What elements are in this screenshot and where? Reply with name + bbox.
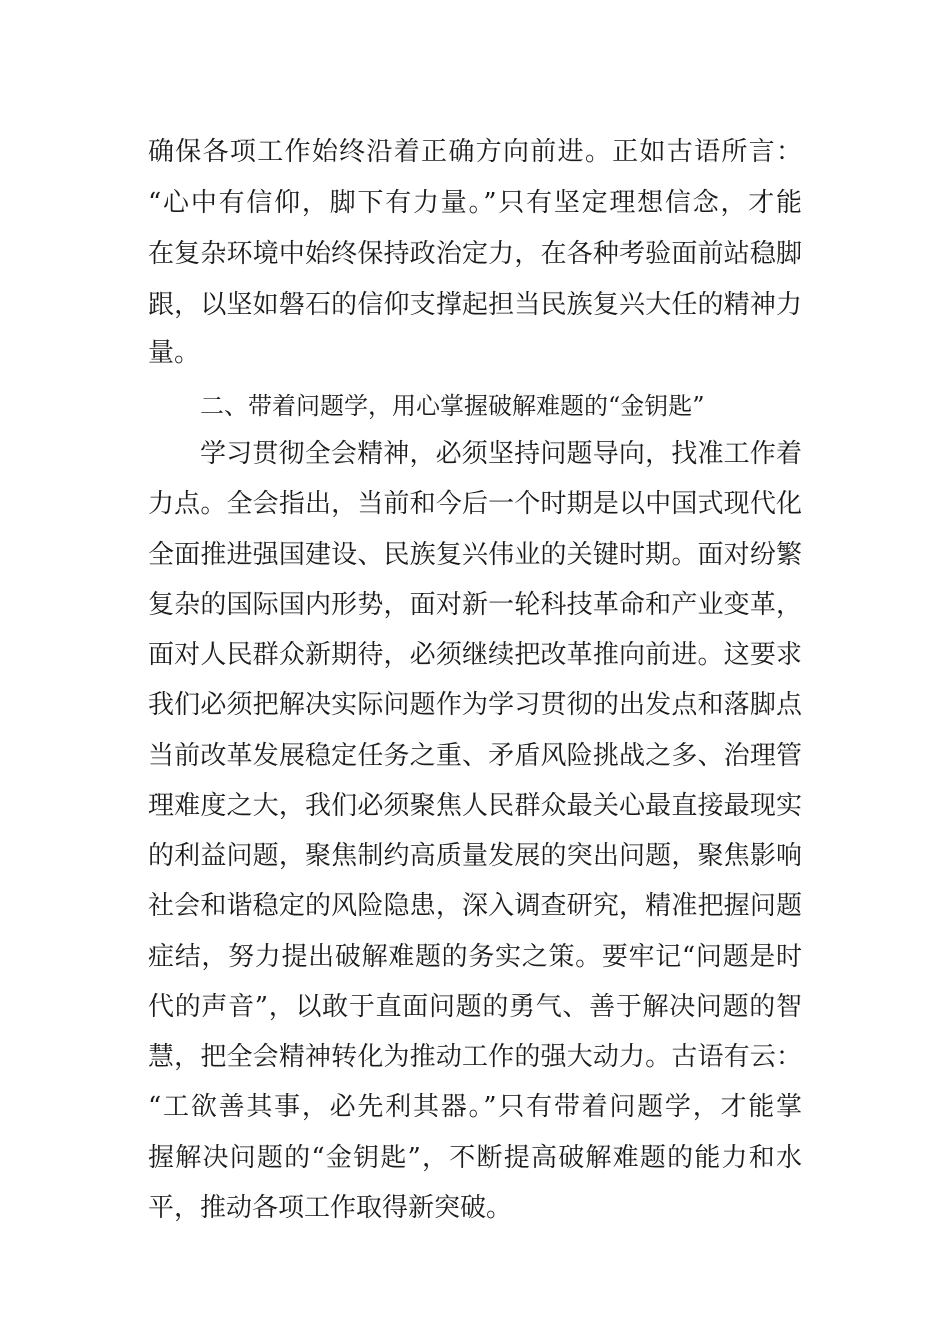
paragraph-line: 代的声音”，以敢于直面问题的勇气、善于解决问题的智	[148, 992, 802, 1022]
paragraph-line: “心中有信仰，脚下有力量。”只有坚定理想信念，才能	[148, 188, 802, 218]
paragraph-line: 复杂的国际国内形势，面对新一轮科技革命和产业变革，	[148, 590, 802, 620]
paragraph-line: 当前改革发展稳定任务之重、矛盾风险挑战之多、治理管	[148, 741, 802, 771]
paragraph-line: 在复杂环境中始终保持政治定力，在各种考验面前站稳脚	[148, 239, 802, 269]
paragraph-line: 社会和谐稳定的风险隐患，深入调查研究，精准把握问题	[148, 891, 802, 921]
paragraph-line: 握解决问题的“金钥匙”，不断提高破解难题的能力和水	[148, 1143, 802, 1173]
paragraph-line: 我们必须把解决实际问题作为学习贯彻的出发点和落脚点	[148, 690, 802, 720]
paragraph-line: 学习贯彻全会精神，必须坚持问题导向，找准工作着	[200, 439, 802, 469]
paragraph-line: 量。	[148, 338, 201, 368]
paragraph-line: 力点。全会指出，当前和今后一个时期是以中国式现代化	[148, 489, 802, 519]
paragraph-line: 全面推进强国建设、民族复兴伟业的关键时期。面对纷繁	[148, 540, 802, 570]
paragraph-line: 慧，把全会精神转化为推动工作的强大动力。古语有云：	[148, 1042, 802, 1072]
paragraph-line: “工欲善其事，必先利其器。”只有带着问题学，才能掌	[148, 1092, 802, 1122]
paragraph-line: 的利益问题，聚焦制约高质量发展的突出问题，聚焦影响	[148, 841, 802, 871]
paragraph-line: 症结，努力提出破解难题的务实之策。要牢记“问题是时	[148, 942, 802, 972]
paragraph-line: 面对人民群众新期待，必须继续把改革推向前进。这要求	[148, 640, 802, 670]
paragraph-line: 确保各项工作始终沿着正确方向前进。正如古语所言：	[148, 137, 802, 167]
paragraph-line: 平，推动各项工作取得新突破。	[148, 1193, 513, 1223]
paragraph-line: 理难度之大，我们必须聚焦人民群众最关心最直接最现实	[148, 791, 802, 821]
paragraph-line: 跟，以坚如磐石的信仰支撑起担当民族复兴大任的精神力	[148, 290, 802, 320]
section-heading: 二、带着问题学，用心掌握破解难题的“金钥匙”	[200, 392, 705, 420]
